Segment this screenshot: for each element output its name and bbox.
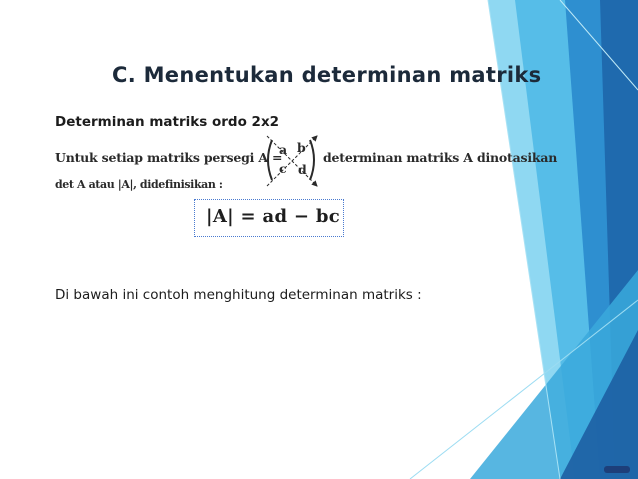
footer-logo bbox=[604, 466, 630, 473]
matrix-element-c: c bbox=[279, 161, 287, 176]
matrix-element-a: a bbox=[279, 142, 288, 157]
matrix-element-b: b bbox=[297, 140, 306, 155]
definition-text-line2: det A atau |A|, didefinisikan : bbox=[55, 178, 223, 191]
matrix-element-d: d bbox=[298, 162, 307, 177]
determinant-formula: |A| = ad − bc bbox=[206, 206, 340, 227]
definition-text-start: Untuk setiap matriks persegi A = bbox=[55, 150, 283, 165]
matrix-left-bracket bbox=[268, 140, 272, 180]
section-subtitle: Determinan matriks ordo 2x2 bbox=[55, 114, 280, 130]
definition-text-end: determinan matriks A dinotasikan bbox=[323, 150, 558, 165]
matrix-right-bracket bbox=[310, 140, 314, 180]
matrix-brackets-and-arrows bbox=[263, 134, 321, 188]
matrix-2x2 bbox=[263, 134, 321, 188]
example-intro-text: Di bawah ini contoh menghitung determinan matriks : bbox=[55, 287, 422, 303]
page-title: C. Menentukan determinan matriks bbox=[112, 63, 542, 87]
